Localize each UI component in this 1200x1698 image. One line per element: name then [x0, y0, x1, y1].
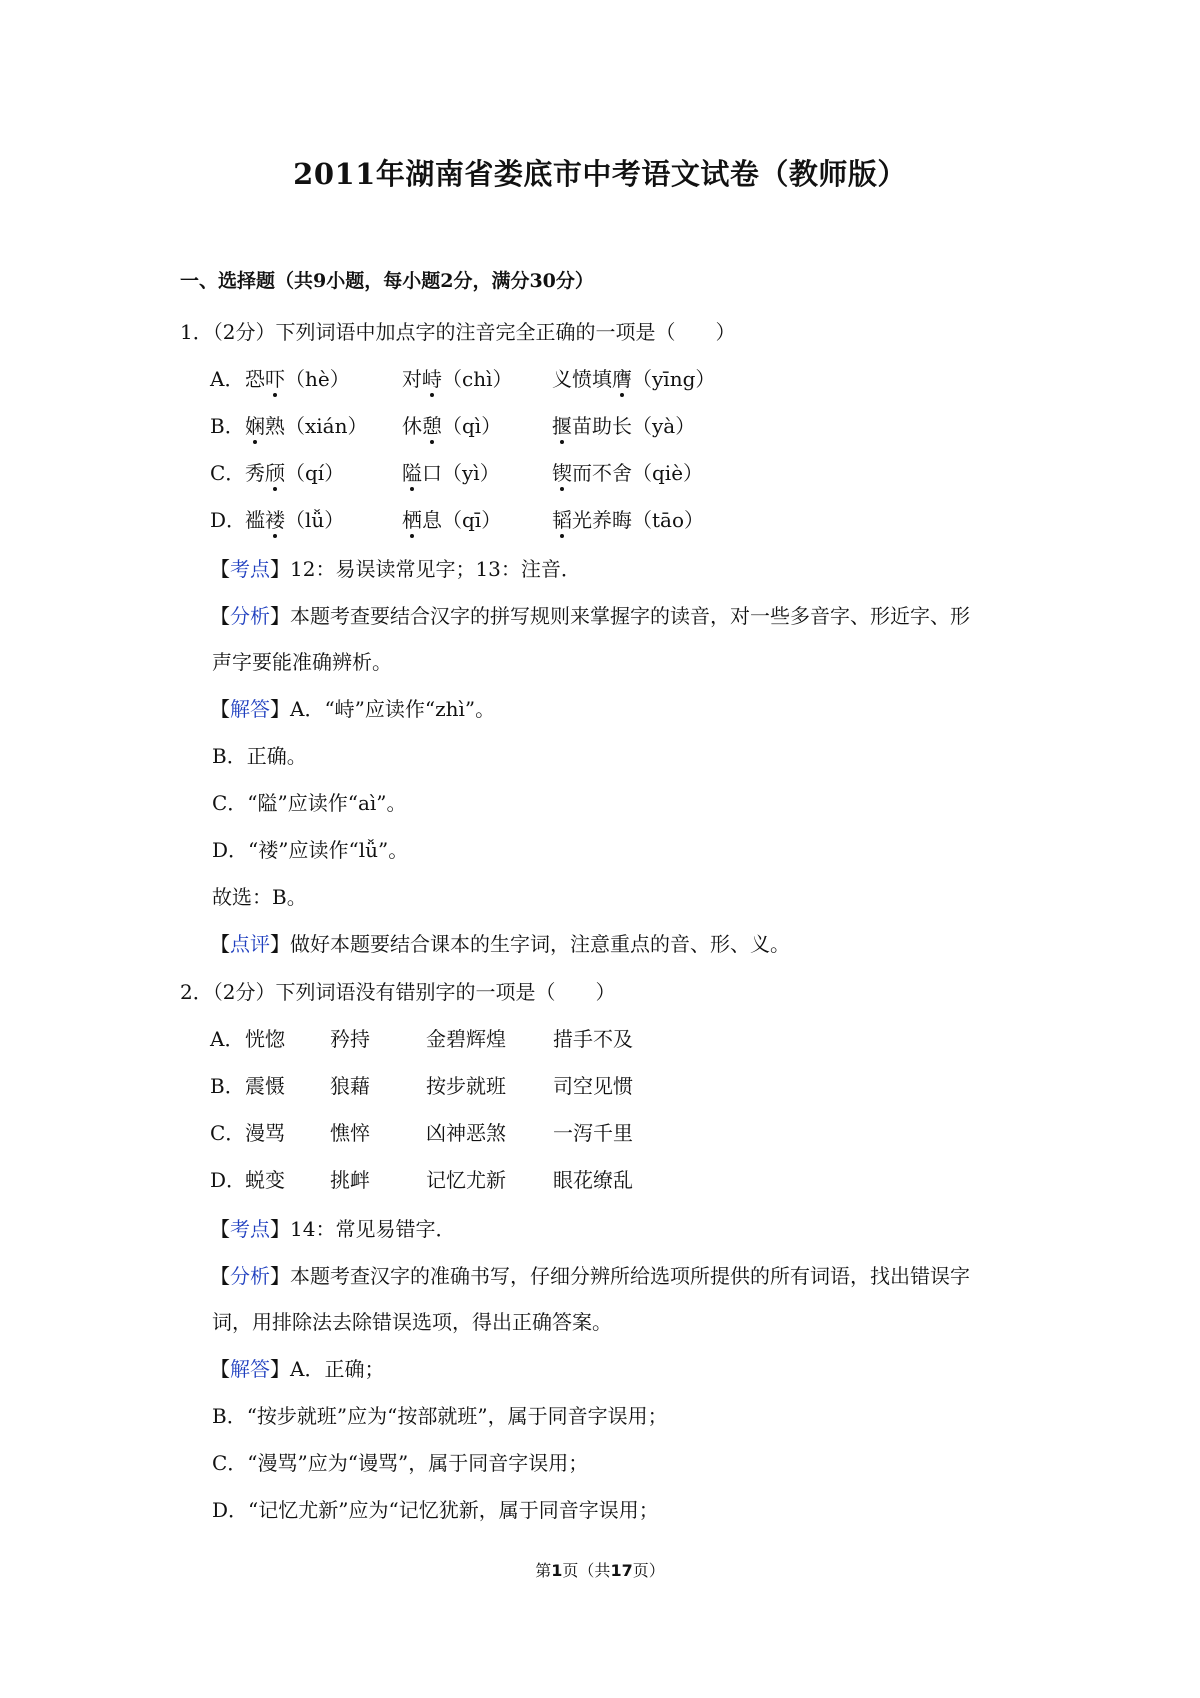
option-label: A． [210, 1027, 245, 1051]
option-word: 漫骂 [245, 1121, 285, 1145]
option-word: 措手不及 [553, 1027, 633, 1051]
q1-jieda: 【解答】A．“峙”应读作“zhì”。 [210, 697, 496, 721]
option-label: C． [210, 1121, 246, 1145]
word-part: 义愤填 [552, 367, 612, 391]
word-part: 恐 [245, 367, 265, 391]
dotted-character: 隘 [402, 457, 422, 486]
option-word [245, 410, 367, 439]
q2-answer-d: D．“记忆尤新”应为“记忆犹新，属于同音字误用； [212, 1498, 659, 1522]
jieda-tag: 解答 [230, 1357, 270, 1381]
option-word: 憔悴 [330, 1121, 370, 1145]
dotted-character: 憩 [422, 410, 442, 439]
word-part: 褴 [245, 508, 265, 532]
word-part: 对 [402, 367, 422, 391]
dotted-character: 锲 [552, 457, 572, 486]
q1-dianping-text: 做好本题要结合课本的生字词，注意重点的音、形、义。 [290, 932, 790, 956]
dianping-tag: 点评 [230, 932, 270, 956]
dotted-character: 娴 [245, 410, 265, 439]
footer-mid: 页（共 [562, 1561, 611, 1580]
q1-fenxi-continued: 声字要能准确辨析。 [212, 650, 392, 674]
q2-answer-c: C．“漫骂”应为“谩骂”，属于同音字误用； [212, 1451, 589, 1475]
pinyin: （hè） [285, 367, 350, 391]
jieda-tag: 解答 [230, 697, 270, 721]
option-word: 狼藉 [330, 1074, 370, 1098]
q1-kaodian-text: 12：易误读常见字；13：注音． [290, 557, 581, 581]
footer-total-pages: 17 [610, 1561, 633, 1580]
footer-post: 页） [632, 1561, 665, 1580]
q2-kaodian: 【考点】14：常见易错字． [210, 1217, 456, 1241]
q1-answer-d: D．“褛”应读作“lǚ”。 [212, 838, 409, 862]
q1-conclusion: 故选：B。 [212, 885, 307, 909]
pinyin: （yīng） [632, 367, 716, 391]
option-word: 司空见惯 [553, 1074, 633, 1098]
q2-answer-b: B．“按步就班”应为“按部就班”，属于同音字误用； [212, 1404, 668, 1428]
dotted-character: 韬 [552, 504, 572, 533]
option-word [552, 410, 695, 439]
option-word [552, 457, 703, 486]
option-word: 挑衅 [330, 1168, 370, 1192]
q1-jieda-text: A．“峙”应读作“zhì”。 [290, 697, 496, 721]
dotted-character: 栖 [402, 504, 422, 533]
option-word [402, 504, 501, 533]
option-word [245, 457, 344, 486]
option-word: 蜕变 [245, 1168, 285, 1192]
pinyin: 熟（xián） [265, 414, 368, 438]
q2-jieda-text: A．正确； [290, 1357, 385, 1381]
q2-fenxi-text: 本题考查汉字的准确书写，仔细分辨所给选项所提供的所有词语，找出错误字 [290, 1264, 970, 1288]
option-word: 凶神恶煞 [426, 1121, 506, 1145]
word-part: 秀 [245, 461, 265, 485]
option-word [552, 363, 715, 392]
option-label: D． [210, 1168, 247, 1192]
q1-fenxi: 【分析】本题考查要结合汉字的拼写规则来掌握字的读音，对一些多音字、形近字、形 [210, 604, 970, 628]
option-word: 按步就班 [426, 1074, 506, 1098]
option-word: 记忆尤新 [426, 1168, 506, 1192]
q2-fenxi: 【分析】本题考查汉字的准确书写，仔细分辨所给选项所提供的所有词语，找出错误字 [210, 1264, 970, 1288]
pinyin: （qì） [442, 414, 502, 438]
pinyin: （chì） [442, 367, 513, 391]
q2-fenxi-continued: 词，用排除法去除错误选项，得出正确答案。 [212, 1310, 612, 1334]
option-word: 金碧辉煌 [426, 1027, 506, 1051]
dotted-character: 膺 [612, 363, 632, 392]
footer-page-number: 1 [551, 1561, 563, 1580]
page-title: 2011年湖南省娄底市中考语文试卷（教师版） [293, 157, 907, 191]
option-label: D． [210, 508, 247, 532]
option-word [552, 504, 704, 533]
option-word: 恍惚 [245, 1027, 285, 1051]
option-word [245, 363, 350, 392]
kaodian-tag: 考点 [230, 1217, 270, 1241]
pinyin: 苗助长（yà） [572, 414, 696, 438]
q1-dianping: 【点评】做好本题要结合课本的生字词，注意重点的音、形、义。 [210, 932, 790, 956]
word-part: 休 [402, 414, 422, 438]
q1-fenxi-text: 本题考查要结合汉字的拼写规则来掌握字的读音，对一些多音字、形近字、形 [290, 604, 970, 628]
pinyin: （qí） [285, 461, 345, 485]
q2-jieda: 【解答】A．正确； [210, 1357, 385, 1381]
pinyin: 息（qī） [422, 508, 502, 532]
option-word: 震慑 [245, 1074, 285, 1098]
fenxi-tag: 分析 [230, 604, 270, 628]
dotted-character: 吓 [265, 363, 285, 392]
option-word [245, 504, 344, 533]
option-label: B． [210, 1074, 245, 1098]
q2-kaodian-text: 14：常见易错字． [290, 1217, 456, 1241]
fenxi-tag: 分析 [230, 1264, 270, 1288]
q1-answer-c: C．“隘”应读作“aì”。 [212, 791, 407, 815]
pinyin: 光养晦（tāo） [572, 508, 705, 532]
q1-answer-b: B．正确。 [212, 744, 307, 768]
page-footer [0, 1558, 1200, 1581]
dotted-character: 颀 [265, 457, 285, 486]
question-2-stem: 2．（2分）下列词语没有错别字的一项是（ ） [180, 980, 616, 1004]
section-heading: 一、选择题（共9小题，每小题2分，满分30分） [180, 270, 594, 292]
option-word: 眼花缭乱 [553, 1168, 633, 1192]
option-label: B． [210, 414, 245, 438]
footer-pre: 第 [535, 1561, 552, 1580]
option-word [402, 410, 501, 439]
pinyin: 口（yì） [422, 461, 500, 485]
option-word [402, 363, 512, 392]
kaodian-tag: 考点 [230, 557, 270, 581]
dotted-character: 褛 [265, 504, 285, 533]
q1-kaodian: 【考点】12：易误读常见字；13：注音． [210, 557, 581, 581]
option-word: 矜持 [330, 1027, 370, 1051]
dotted-character: 峙 [422, 363, 442, 392]
pinyin: 而不舍（qiè） [572, 461, 704, 485]
question-1-stem: 1．（2分）下列词语中加点字的注音完全正确的一项是（ ） [180, 320, 736, 344]
option-label: C． [210, 461, 246, 485]
option-word [402, 457, 500, 486]
pinyin: （lǚ） [285, 508, 345, 532]
option-word: 一泻千里 [553, 1121, 633, 1145]
option-label: A． [210, 367, 245, 391]
dotted-character: 揠 [552, 410, 572, 439]
